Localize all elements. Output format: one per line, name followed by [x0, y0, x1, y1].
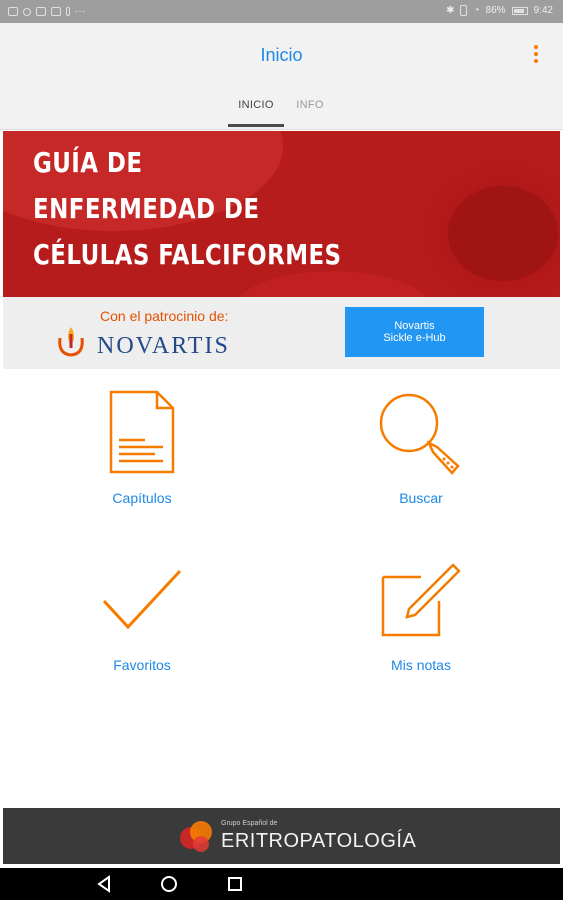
my-notes-label: Mis notas [391, 657, 451, 673]
blood-cell-shape [233, 271, 433, 297]
youtube-icon [36, 7, 46, 16]
favorites-button[interactable] [42, 565, 242, 685]
vibrate-icon [460, 5, 467, 16]
wifi-icon: ◔ [473, 5, 480, 16]
back-icon[interactable] [94, 874, 114, 894]
chapters-button[interactable] [42, 390, 242, 520]
system-icons [446, 5, 553, 16]
banner-title-line: ENFERMEDAD DE [33, 192, 260, 225]
favorites-label: Favoritos [113, 657, 171, 673]
checkmark-icon [100, 565, 184, 635]
note-edit-icon [381, 563, 461, 637]
system-nav-bar [0, 868, 563, 900]
banner-title-line: GUÍA DE [33, 146, 143, 179]
app-bar [0, 23, 563, 130]
page-title: Inicio [260, 45, 303, 65]
status-bar [0, 0, 563, 23]
search-button[interactable] [321, 390, 521, 520]
sponsor-brand: NOVARTIS [97, 333, 230, 359]
battery-icon [512, 7, 528, 15]
more-vert-icon[interactable] [533, 45, 539, 63]
footer-subtitle: Grupo Español de [221, 820, 278, 827]
home-icon[interactable] [159, 874, 179, 894]
battery-percent: 86% [485, 5, 506, 16]
novartis-logo-icon [55, 324, 87, 358]
document-icon [107, 390, 177, 474]
tab-inicio[interactable]: INICIO [238, 99, 274, 111]
clock: 9:42 [533, 5, 553, 16]
alert-icon [66, 7, 70, 16]
notification-icons [8, 6, 85, 17]
blood-cell-shape [448, 186, 558, 281]
sponsor-label: Con el patrocinio de: [100, 308, 229, 324]
footer-title: ERITROPATOLOGÍA [221, 830, 417, 852]
sickle-ehub-button-line1: Novartis [394, 320, 435, 332]
search-label: Buscar [399, 490, 443, 506]
more-notifications-icon: ··· [75, 6, 85, 17]
my-notes-button[interactable] [321, 563, 521, 685]
tab-bar [0, 99, 563, 129]
hero-banner [3, 131, 560, 297]
bluetooth-icon: ✱ [446, 5, 455, 16]
search-icon [376, 390, 466, 476]
sync-icon [23, 8, 31, 16]
footer-banner [3, 808, 560, 864]
tab-info[interactable]: INFO [296, 99, 324, 111]
tab-indicator [228, 124, 284, 127]
recents-icon[interactable] [225, 874, 245, 894]
sponsor-section [3, 297, 560, 369]
chapters-label: Capítulos [112, 490, 172, 506]
signal-off-icon [51, 7, 61, 16]
sickle-ehub-button[interactable] [345, 307, 484, 357]
eritropatologia-logo-icon [179, 818, 215, 854]
sickle-ehub-button-line2: Sickle e-Hub [383, 332, 446, 344]
banner-title-line: CÉLULAS FALCIFORMES [33, 238, 342, 271]
mail-icon [8, 7, 18, 16]
